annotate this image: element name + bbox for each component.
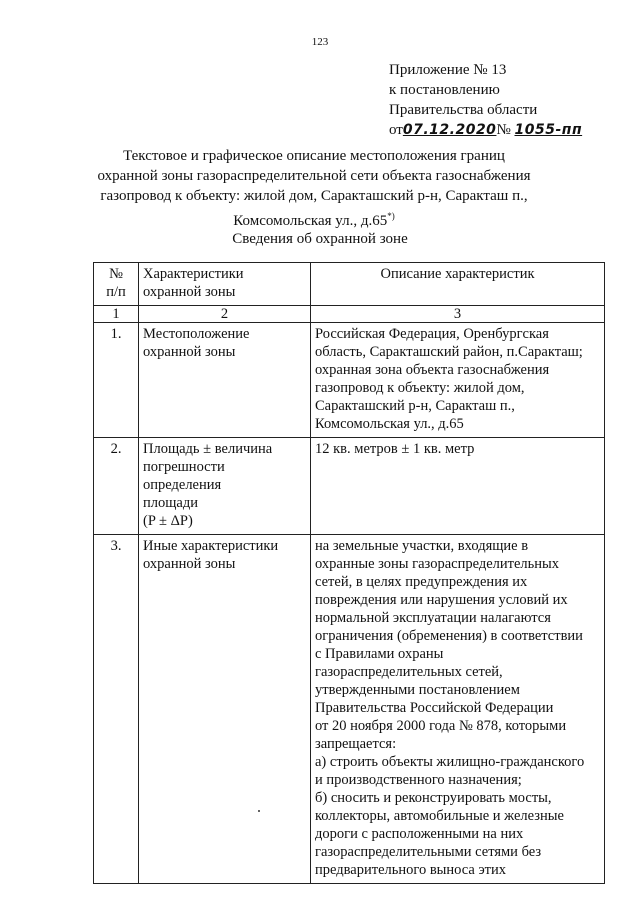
column-number-3: 3	[311, 306, 605, 323]
protection-zone-table	[93, 262, 605, 884]
row-description: 12 кв. метров ± 1 кв. метр	[311, 438, 605, 535]
header-characteristics: Характеристики охранной зоны	[139, 263, 311, 306]
appendix-number-prefix: №	[496, 122, 511, 138]
row-num: 1.	[94, 323, 139, 438]
header-num: № п/п	[94, 263, 139, 306]
row-num: 3.	[94, 535, 139, 884]
title-line-2: охранной зоны газораспределительной сети объекта газоснабжения	[97, 168, 531, 184]
appendix-date-number-line	[389, 120, 582, 140]
appendix-number: 1055-пп	[514, 122, 583, 138]
table-column-numbers-row	[94, 306, 605, 323]
column-number-1: 1	[94, 306, 139, 323]
table-row	[94, 535, 605, 884]
table-row	[94, 438, 605, 535]
row-characteristic: Площадь ± величина погрешности определения площади (P ± ΔP)	[139, 438, 311, 535]
appendix-from-prefix: от	[389, 122, 403, 138]
footnote-mark: *)	[387, 211, 395, 221]
row-num: 2.	[94, 438, 139, 535]
appendix-government-line: Правительства области	[389, 102, 538, 118]
title-line-1: Текстовое и графическое описание местоположения границ	[123, 148, 505, 164]
document-title	[80, 146, 548, 231]
appendix-block	[389, 60, 582, 140]
row-description: Российская Федерация, Оренбургская область, Саракташский район, п.Саракташ; охранная зона объекта газоснабжения газопровод к объекту: жилой дом, Саракташский р-н, Саракташ п., Комсомольская ул., д.65	[311, 323, 605, 438]
column-number-2: 2	[139, 306, 311, 323]
section-subtitle: Сведения об охранной зоне	[232, 231, 408, 247]
row-characteristic: Местоположение охранной зоны	[139, 323, 311, 438]
title-line-3: газопровод к объекту: жилой дом, Саракташский р-н, Саракташ п.,	[100, 188, 528, 204]
header-description: Описание характеристик	[311, 263, 605, 306]
row-description: на земельные участки, входящие в охранные зоны газораспределительных сетей, в целях предупреждения их повреждения или нарушения условий их нормальной эксплуатации налагаются ограничения (обременения) в соответствии с Правилами охраны газораспределительных сетей, утвержденными постановлением Правительства Российской Федерации от 20 ноября 2000 года № 878, которыми запрещается: а) строить объекты жилищно-гражданского и производственного назначения; б) сносить и реконструировать мосты, коллекторы, автомобильные и железные дороги с расположенными на них газораспределительными сетями без предварительного выноса этих	[311, 535, 605, 884]
appendix-resolution-line: к постановлению	[389, 82, 500, 98]
scan-speck	[258, 810, 260, 812]
title-line-4	[80, 206, 548, 231]
title-address: Комсомольская ул., д.65	[233, 213, 388, 229]
table-row	[94, 323, 605, 438]
row-characteristic: Иные характеристики охранной зоны	[139, 535, 311, 884]
page-number: 123	[311, 36, 329, 48]
appendix-date: 07.12.2020	[402, 122, 497, 138]
appendix-title: Приложение № 13	[389, 62, 507, 78]
table-header-row	[94, 263, 605, 306]
